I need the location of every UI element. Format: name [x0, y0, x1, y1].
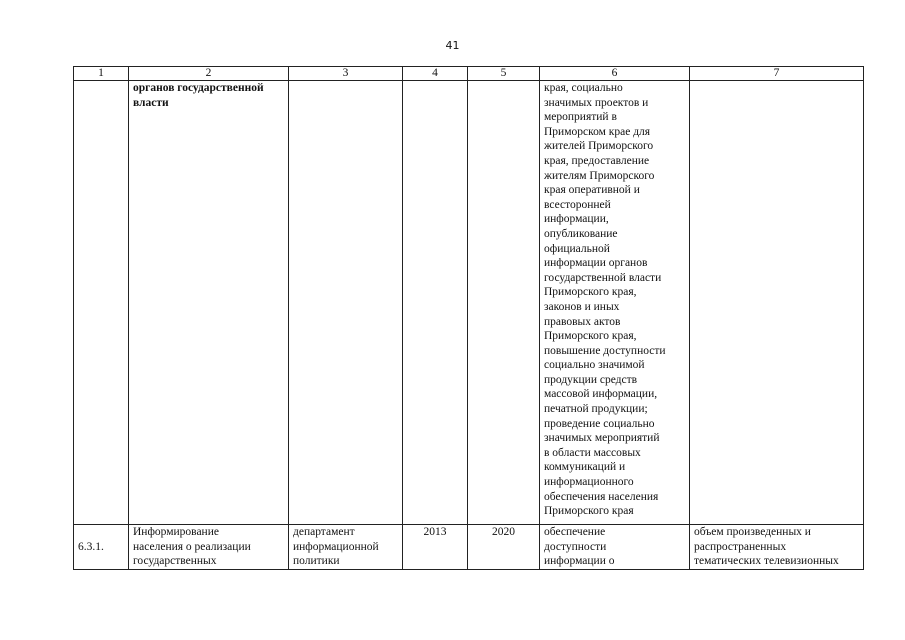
header-cell-2: 2 — [129, 67, 289, 81]
item-cell-name: Информирование населения о реализации государственных — [129, 525, 289, 570]
program-table — [73, 66, 864, 570]
page-number: 41 — [445, 39, 460, 52]
header-cell-4: 4 — [403, 67, 468, 81]
item-cell-number: 6.3.1. — [74, 525, 129, 570]
item-cell-executor: департамент информационной политики — [289, 525, 403, 570]
header-cell-3: 3 — [289, 67, 403, 81]
header-cell-7: 7 — [690, 67, 864, 81]
cont-cell-number — [74, 81, 129, 525]
header-cell-6: 6 — [540, 67, 690, 81]
item-cell-start-year: 2013 — [403, 525, 468, 570]
cont-cell-executor — [289, 81, 403, 525]
cont-cell-start-year — [403, 81, 468, 525]
cont-cell-indicator — [690, 81, 864, 525]
header-cell-5: 5 — [468, 67, 540, 81]
header-cell-1: 1 — [74, 67, 129, 81]
cont-cell-result: края, социально значимых проектов и мероприятий в Приморском крае для жителей Приморского края, предоставление жителям Приморского края оперативной и всесторонней информации, опубликование официальной информации органов государственной власти Приморского края, законов и иных правовых актов Приморского края, повышение доступности социально значимой продукции средств массовой информации, печатной продукции; проведение социально значимых мероприятий в области массовых коммуникаций и информационного обеспечения населения Приморского края — [540, 81, 690, 525]
continuation-row — [74, 81, 864, 525]
item-cell-end-year: 2020 — [468, 525, 540, 570]
cont-cell-name: органов государственной власти — [129, 81, 289, 525]
item-cell-indicator: объем произведенных и распространенных тематических телевизионных — [690, 525, 864, 570]
item-cell-result: обеспечение доступности информации о — [540, 525, 690, 570]
cont-cell-end-year — [468, 81, 540, 525]
item-row-6-3-1 — [74, 525, 864, 570]
column-number-header-row — [74, 67, 864, 81]
